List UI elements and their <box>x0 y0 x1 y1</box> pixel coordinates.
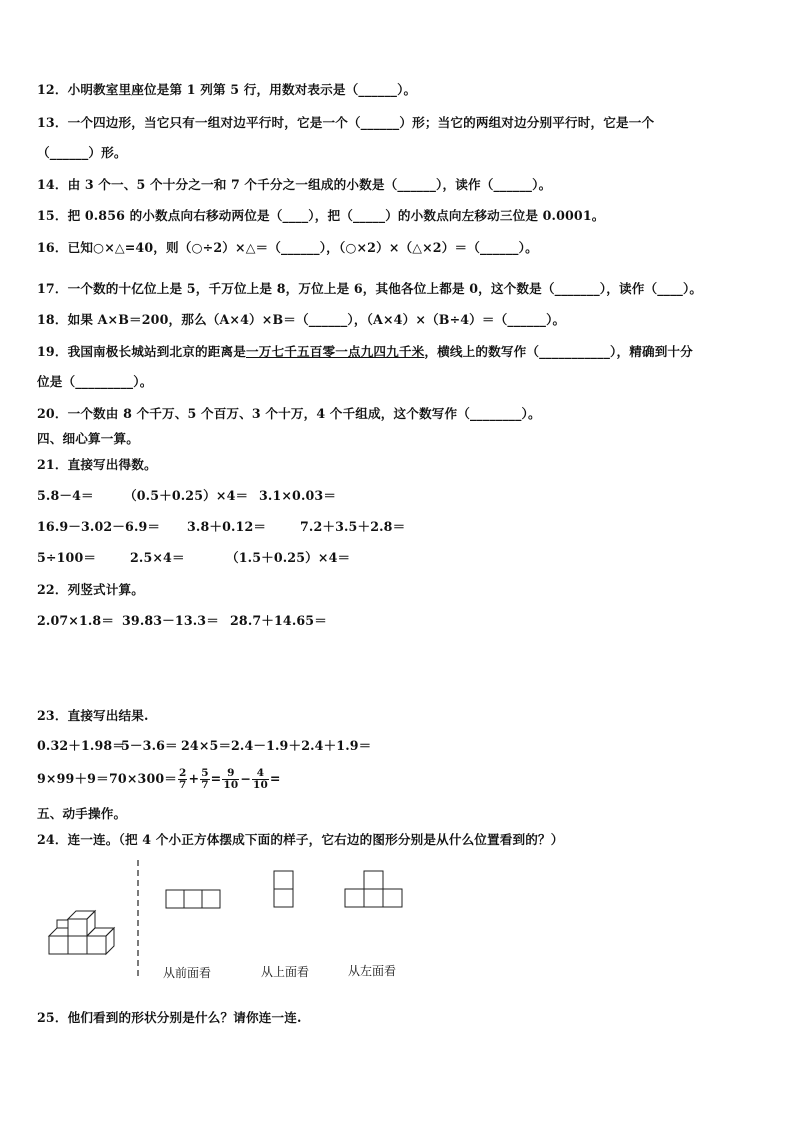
question-21-title: 21．直接写出得数。 <box>37 457 157 472</box>
calc-item: （1.5＋0.25）×4＝ <box>226 550 351 565</box>
question-17: 17．一个数的十亿位上是 5，千万位上是 8，万位上是 6，其他各位上都是 0，这个数是（_______），读作（____）。 <box>37 281 703 296</box>
calc-item: 7.2＋3.5＋2.8＝ <box>300 519 406 534</box>
question-22-title: 22．列竖式计算。 <box>37 582 145 597</box>
section-4-heading: 四、细心算一算。 <box>37 431 139 446</box>
question-16: 16．已知○×△=40，则（○÷2）×△＝（______），（○×2）×（△×2）＝（______）。 <box>37 240 538 255</box>
calc-item: 2.5×4＝ <box>130 550 185 565</box>
calc-item: 5.8－4＝ <box>37 488 94 503</box>
question-23-title: 23．直接写出结果. <box>37 708 149 723</box>
plus-sign: + <box>188 771 200 786</box>
question-21-row-2 <box>37 519 405 535</box>
question-19-underlined-number: 一万七千五百零一点九四九千米 <box>245 344 425 359</box>
question-15: 15．把 0.856 的小数点向右移动两位是（____），把（_____）的小数点向左移动三位是 0.0001。 <box>37 208 605 223</box>
question-20: 20．一个数由 8 个千万、5 个百万、3 个十万，4 个千组成，这个数写作（________）。 <box>37 406 541 421</box>
question-12: 12．小明教室里座位是第 1 列第 5 行，用数对表示是（______）。 <box>37 82 417 97</box>
question-13-line-1: 13．一个四边形，当它只有一组对边平行时，它是一个（______）形；当它的两组对边分别平行时，它是一个 <box>37 115 655 130</box>
calc-item: 0.32＋1.98＝ <box>37 738 126 753</box>
calc-item: 3.8＋0.12＝ <box>187 519 267 534</box>
question-19-line-1 <box>37 344 693 360</box>
fraction-5-7: $\frac{5}{7}$ <box>201 767 209 791</box>
fraction-2-7: $\frac{2}{7}$ <box>179 767 187 791</box>
top-view-figure <box>273 870 297 910</box>
question-14: 14．由 3 个一、5 个十分之一和 7 个千分之一组成的小数是（______），读作（______）。 <box>37 177 552 192</box>
calc-item: 2.4－1.9＋2.4＋1.9＝ <box>231 738 372 753</box>
question-23-row-1 <box>37 738 371 754</box>
front-view-figure <box>165 889 223 911</box>
question-21-row-3 <box>37 550 350 566</box>
question-19-prefix: 19．我国南极长城站到北京的距离是 <box>37 344 246 359</box>
question-23-row-2 <box>37 766 281 792</box>
vertical-calc-item: 2.07×1.8＝ <box>37 613 115 628</box>
question-19-suffix: ，横线上的数写作（___________），精确到十分 <box>424 344 693 359</box>
equals-sign: = <box>269 771 281 786</box>
label-left-view: 从左面看 <box>348 964 397 978</box>
fraction-9-10: $\frac{9}{10}$ <box>223 767 239 791</box>
cube-arrangement-figure <box>40 904 130 974</box>
calc-item: （0.5＋0.25）×4＝ <box>124 488 249 503</box>
question-19-line-2: 位是（_________）。 <box>37 374 153 389</box>
calc-item: 5－3.6＝ <box>121 738 178 753</box>
minus-sign: − <box>240 771 251 786</box>
label-top-view: 从上面看 <box>261 965 310 979</box>
dashed-divider <box>136 860 140 980</box>
calc-item: 16.9－3.02－6.9＝ <box>37 519 161 534</box>
calc-item: 70×300＝ <box>109 771 178 786</box>
left-view-figure <box>344 870 406 910</box>
vertical-calc-item: 39.83－13.3＝ <box>122 613 219 628</box>
label-front-view: 从前面看 <box>163 966 212 980</box>
equals-sign: = <box>210 771 222 786</box>
calc-item: 3.1×0.03＝ <box>259 488 337 503</box>
calc-item: 9×99＋9＝ <box>37 771 109 786</box>
calc-item: 24×5＝ <box>181 738 232 753</box>
question-18: 18．如果 A×B＝200，那么（A×4）×B＝（______），（A×4）×（B÷4）＝（______）。 <box>37 312 566 327</box>
section-5-heading: 五、动手操作。 <box>37 806 127 821</box>
question-25-title: 25．他们看到的形状分别是什么？请你连一连. <box>37 1010 302 1025</box>
question-22-items <box>37 613 327 629</box>
question-13-line-2: （______）形。 <box>37 145 127 160</box>
vertical-calc-item: 28.7＋14.65＝ <box>230 613 327 628</box>
calc-item: 5÷100＝ <box>37 550 97 565</box>
fraction-4-10: $\frac{4}{10}$ <box>252 767 268 791</box>
question-24-title: 24．连一连。（把 4 个小正方体摆成下面的样子，它右边的图形分别是从什么位置看到的？） <box>37 832 564 847</box>
question-21-row-1 <box>37 488 336 504</box>
